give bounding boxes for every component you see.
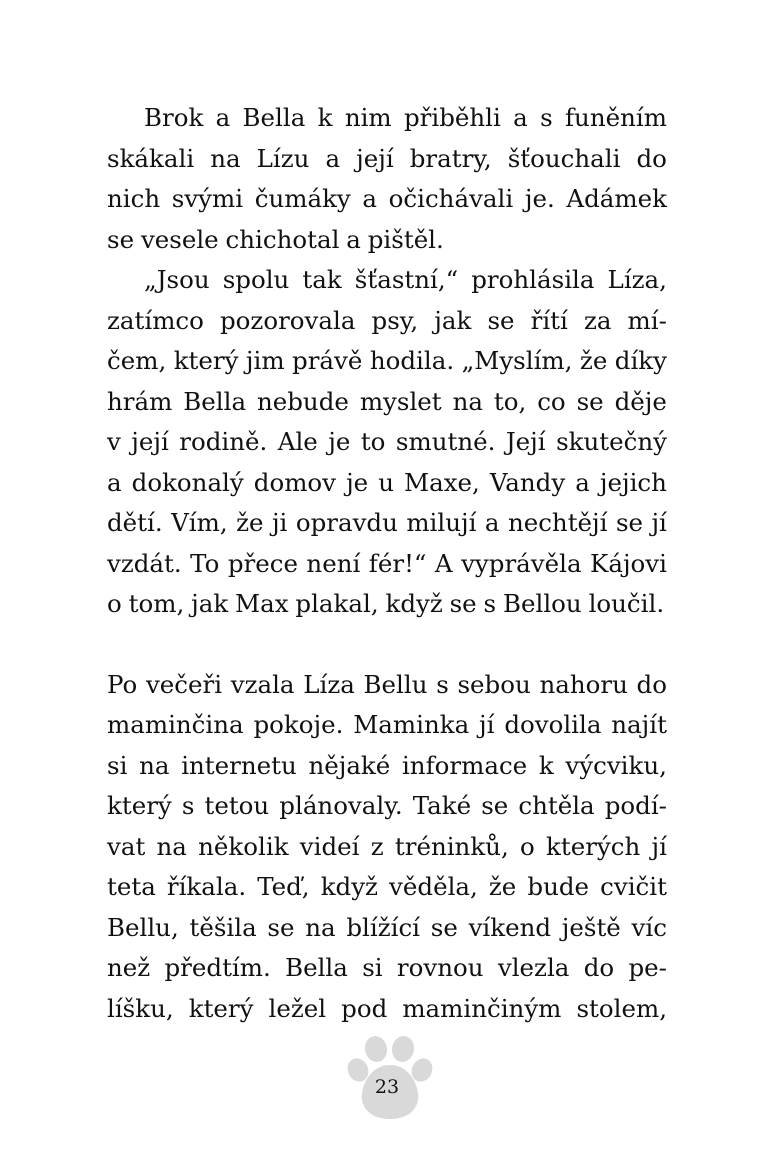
text-line: „Jsou spolu tak šťastní,“ prohlásila Líza, <box>144 265 667 294</box>
paw-toe-mid-right <box>390 1035 416 1064</box>
text-line: a dokonalý domov je u Maxe, Vandy a jejich <box>107 467 667 497</box>
text-line: který s tetou plánovaly. Také se chtěla podí- <box>107 791 667 820</box>
text-line: se vesele chichotal a pištěl. <box>107 224 444 254</box>
text-line: Brok a Bella k nim přiběhli a s funěním <box>144 103 667 132</box>
text-line: Po večeři vzala Líza Bellu s sebou nahoru do <box>107 669 667 699</box>
text-line: v její rodině. Ale je to smutné. Její skutečný <box>107 427 667 456</box>
text-line: teta říkala. Teď, když věděla, že bude cvičit <box>107 872 667 901</box>
section-break <box>107 625 667 665</box>
paragraph <box>107 260 667 625</box>
paragraph <box>107 98 667 260</box>
text-line: nich svými čumáky a očichávali je. Adámek <box>107 184 667 213</box>
text-line: maminčina pokoje. Maminka jí dovolila najít <box>107 710 667 739</box>
text-line: si na internetu nějaké informace k výcviku, <box>107 750 667 780</box>
text-line: líšku, který ležel pod maminčiným stolem, <box>107 993 667 1023</box>
text-line: o tom, jak Max plakal, když se s Bellou loučil. <box>107 589 665 618</box>
text-line: Bellu, těšila se na blížící se víkend ještě víc <box>107 912 667 942</box>
text-line: dětí. Vím, že ji opravdu milují a nechtějí se jí <box>107 508 667 537</box>
text-line: čem, který jim právě hodila. „Myslím, že díky <box>107 346 667 375</box>
text-line: skákali na Lízu a její bratry, šťouchali do <box>107 143 667 173</box>
text-line: hrám Bella nebude myslet na to, co se děje <box>107 386 667 416</box>
page-text <box>107 98 667 1029</box>
text-line: vzdát. To přece není fér!“ A vyprávěla Kájovi <box>107 548 667 578</box>
paragraph <box>107 665 667 1030</box>
paw-toe-mid-left <box>363 1035 389 1064</box>
text-line: vat na několik videí z tréninků, o kterých jí <box>107 831 667 861</box>
text-line: zatímco pozorovala psy, jak se řítí za mí- <box>107 305 667 335</box>
text-line: než předtím. Bella si rovnou vlezla do pe- <box>107 953 667 982</box>
page-number: 23 <box>374 1076 400 1098</box>
